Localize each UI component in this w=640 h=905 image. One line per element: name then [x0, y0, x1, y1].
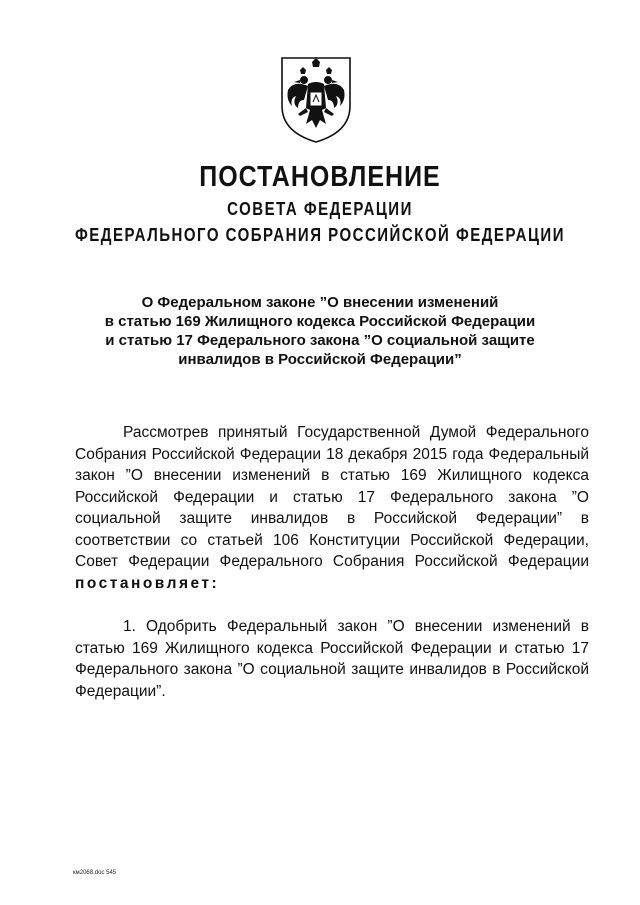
subject-line: инвалидов в Российской Федерации” — [178, 351, 462, 368]
resolution-item-1: 1. Одобрить Федеральный закон ”О внесении изменений в статью 169 Жилищного кодекса Российской Федерации и статью 17 Федерального закона ”О социальной защите инвалидов в Российской Федерации”. — [75, 618, 589, 700]
preamble-paragraph — [75, 422, 589, 594]
subject-line: и статью 17 Федерального закона ”О социальной защите — [105, 332, 535, 349]
decides-word: постановляет: — [75, 574, 220, 592]
subject-line: О Федеральном законе ”О внесении изменений — [141, 294, 499, 311]
subject-line: в статью 169 Жилищного кодекса Российской Федерации — [104, 313, 536, 330]
document-title: ПОСТАНОВЛЕНИЕ — [199, 160, 441, 194]
subject-heading — [90, 293, 550, 369]
file-reference: км2068.doc 545 — [73, 870, 117, 876]
issuer-line-1: СОВЕТА ФЕДЕРАЦИИ — [227, 198, 413, 221]
russian-coat-of-arms-icon — [272, 50, 360, 146]
preamble-text: Рассмотрев принятый Государственной Думой Федерального Собрания Российской Федерации 18 декабря 2015 года Федеральный закон ”О внесении изменений в статью 169 Жилищного кодекса Российской Федерации и статью 17 Федерального закона ”О социальной защите инвалидов в Российской Федерации” в соответствии со статьей 106 Конституции Российской Федерации, Совет Федерации Федерального Собрания Российской Федерации — [75, 424, 589, 570]
resolution-body — [75, 422, 589, 702]
issuer-line-2: ФЕДЕРАЛЬНОГО СОБРАНИЯ РОССИЙСКОЙ ФЕДЕРАЦИИ — [75, 224, 565, 247]
